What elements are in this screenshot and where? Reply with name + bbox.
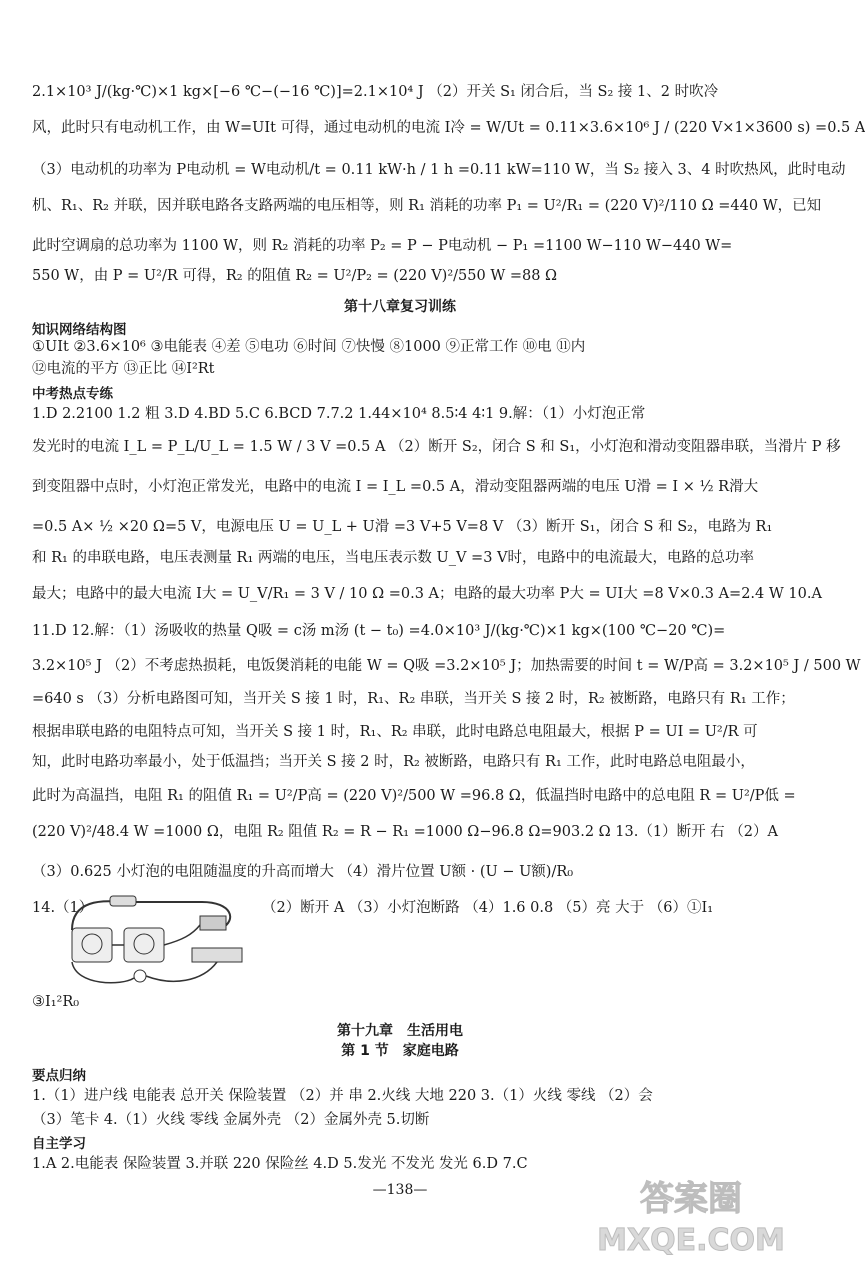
- text-line: 3.2×10⁵ J （2）不考虑热损耗，电饭煲消耗的电能 W = Q吸 =3.2×10⁵ J；加热需要的时间 t = W/P高 = 3.2×10⁵ J / 500 W: [32, 658, 861, 674]
- rheostat-icon: [192, 948, 242, 962]
- text-line: 1.（1）进户线 电能表 总开关 保险装置 （2）并 串 2.火线 大地 220 3.（1）火线 零线 （2）会: [32, 1088, 653, 1104]
- text-line: 和 R₁ 的串联电路，电压表测量 R₁ 两端的电压，当电压表示数 U_V =3 V时，电路中的电流最大，电路的总功率: [32, 550, 755, 566]
- text-line: 发光时的电流 I_L = P_L/U_L = 1.5 W / 3 V =0.5 A （2）断开 S₂，闭合 S 和 S₁，小灯泡和滑动变阻器串联，当滑片 P 移: [32, 439, 841, 455]
- bulb-icon: [134, 970, 146, 982]
- text-line: 2.1×10³ J/(kg·℃)×1 kg×[−6 ℃−(−16 ℃)]=2.1×10⁴ J （2）开关 S₁ 闭合后，当 S₂ 接 1、2 时吹冷: [32, 84, 719, 100]
- text-line: 根据串联电路的电阻特点可知，当开关 S 接 1 时，R₁、R₂ 串联，此时电路总电阻最大，根据 P = UI = U²/R 可: [32, 724, 758, 740]
- text-line: ⑫电流的平方 ⑬正比 ⑭I²Rt: [32, 361, 215, 377]
- text-line: 1.A 2.电能表 保险装置 3.并联 220 保险丝 4.D 5.发光 不发光 发光 6.D 7.C: [32, 1156, 528, 1172]
- text-line: 此时为高温挡，电阻 R₁ 的阻值 R₁ = U²/P高 = (220 V)²/500 W =96.8 Ω，低温挡时电路中的总电阻 R = U²/P低 =: [32, 788, 796, 804]
- text-line: 知，此时电路功率最小，处于低温挡；当开关 S 接 2 时，R₂ 被断路，电路只有 R₁ 工作，此时电路总电阻最小，: [32, 754, 755, 770]
- text-line: （3）笔卡 4.（1）火线 零线 金属外壳 （2）金属外壳 5.切断: [32, 1112, 430, 1128]
- text-line: =640 s （3）分析电路图可知，当开关 S 接 1 时，R₁、R₂ 串联，当开关 S 接 2 时，R₂ 被断路，电路只有 R₁ 工作；: [32, 691, 795, 707]
- circuit-diagram: [62, 890, 262, 990]
- text-line: ①UIt ②3.6×10⁶ ③电能表 ④差 ⑤电功 ⑥时间 ⑦快慢 ⑧1000 ⑨正常工作 ⑩电 ⑪内: [32, 339, 586, 355]
- text-line: 机、R₁、R₂ 并联，因并联电路各支路两端的电压相等，则 R₁ 消耗的功率 P₁ = U²/R₁ = (220 V)²/110 Ω =440 W，已知: [32, 198, 822, 214]
- chapter18-title: 第十八章复习训练: [344, 299, 456, 315]
- text-line: 1.D 2.2100 1.2 粗 3.D 4.BD 5.C 6.BCD 7.7.2 1.44×10⁴ 8.5∶4 4∶1 9.解：（1）小灯泡正常: [32, 406, 646, 422]
- switch-icon: [200, 916, 226, 930]
- text-line: 11.D 12.解：（1）汤吸收的热量 Q吸 = c汤 m汤 (t − t₀) =4.0×10³ J/(kg·℃)×1 kg×(100 ℃−20 ℃)=: [32, 623, 726, 639]
- watermark-logo: [596, 1170, 786, 1260]
- text-line: ③I₁²R₀: [32, 994, 80, 1010]
- watermark-url: MXQE.COM: [597, 1223, 785, 1258]
- text-line: (220 V)²/48.4 W =1000 Ω，电阻 R₂ 阻值 R₂ = R − R₁ =1000 Ω−96.8 Ω=903.2 Ω 13.（1）断开 右 （2）A: [32, 824, 778, 840]
- section-knowledge-heading: 知识网络结构图: [32, 322, 127, 338]
- text-line: 到变阻器中点时，小灯泡正常发光，电路中的电流 I = I_L =0.5 A，滑动变阻器两端的电压 U滑 = I × ½ R滑大: [32, 479, 759, 495]
- text-line: （3）电动机的功率为 P电动机 = W电动机/t = 0.11 kW·h / 1 h =0.11 kW=110 W，当 S₂ 接入 3、4 时吹热风，此时电动: [32, 162, 846, 178]
- page-number: —138—: [372, 1182, 428, 1198]
- section-hotspot-heading: 中考热点专练: [32, 386, 113, 402]
- text-line: 风，此时只有电动机工作，由 W=UIt 可得，通过电动机的电流 I冷 = W/Ut = 0.11×3.6×10⁶ J / (220 V×1×3600 s) =0.5 A: [32, 120, 865, 136]
- text-line: （2）断开 A （3）小灯泡断路 （4）1.6 0.8 （5）亮 大于 （6）①I₁: [262, 900, 714, 916]
- chapter19-title: 第十九章 生活用电: [337, 1023, 463, 1039]
- text-line: 此时空调扇的总功率为 1100 W，则 R₂ 消耗的功率 P₂ = P − P电动机 − P₁ =1100 W−110 W−440 W=: [32, 238, 733, 254]
- battery-icon: [110, 896, 136, 906]
- section-selfstudy-heading: 自主学习: [32, 1136, 86, 1152]
- section1-title: 第 1 节 家庭电路: [341, 1043, 459, 1059]
- watermark-text: 答案圈: [640, 1179, 742, 1219]
- q14-label: 14.（1）: [32, 900, 94, 916]
- voltmeter-icon: [124, 928, 164, 962]
- section-keypoints-heading: 要点归纳: [32, 1068, 86, 1084]
- text-line: =0.5 A× ½ ×20 Ω=5 V，电源电压 U = U_L + U滑 =3 V+5 V=8 V （3）断开 S₁，闭合 S 和 S₂，电路为 R₁: [32, 519, 773, 535]
- text-line: 550 W，由 P = U²/R 可得，R₂ 的阻值 R₂ = U²/P₂ = (220 V)²/550 W =88 Ω: [32, 268, 558, 284]
- text-line: （3）0.625 小灯泡的电阻随温度的升高而增大 （4）滑片位置 U额 · (U − U额)/R₀: [32, 864, 574, 880]
- text-line: 最大；电路中的最大电流 I大 = U_V/R₁ = 3 V / 10 Ω =0.3 A；电路的最大功率 P大 = UI大 =8 V×0.3 A=2.4 W 10.A: [32, 586, 822, 602]
- ammeter-icon: [72, 928, 112, 962]
